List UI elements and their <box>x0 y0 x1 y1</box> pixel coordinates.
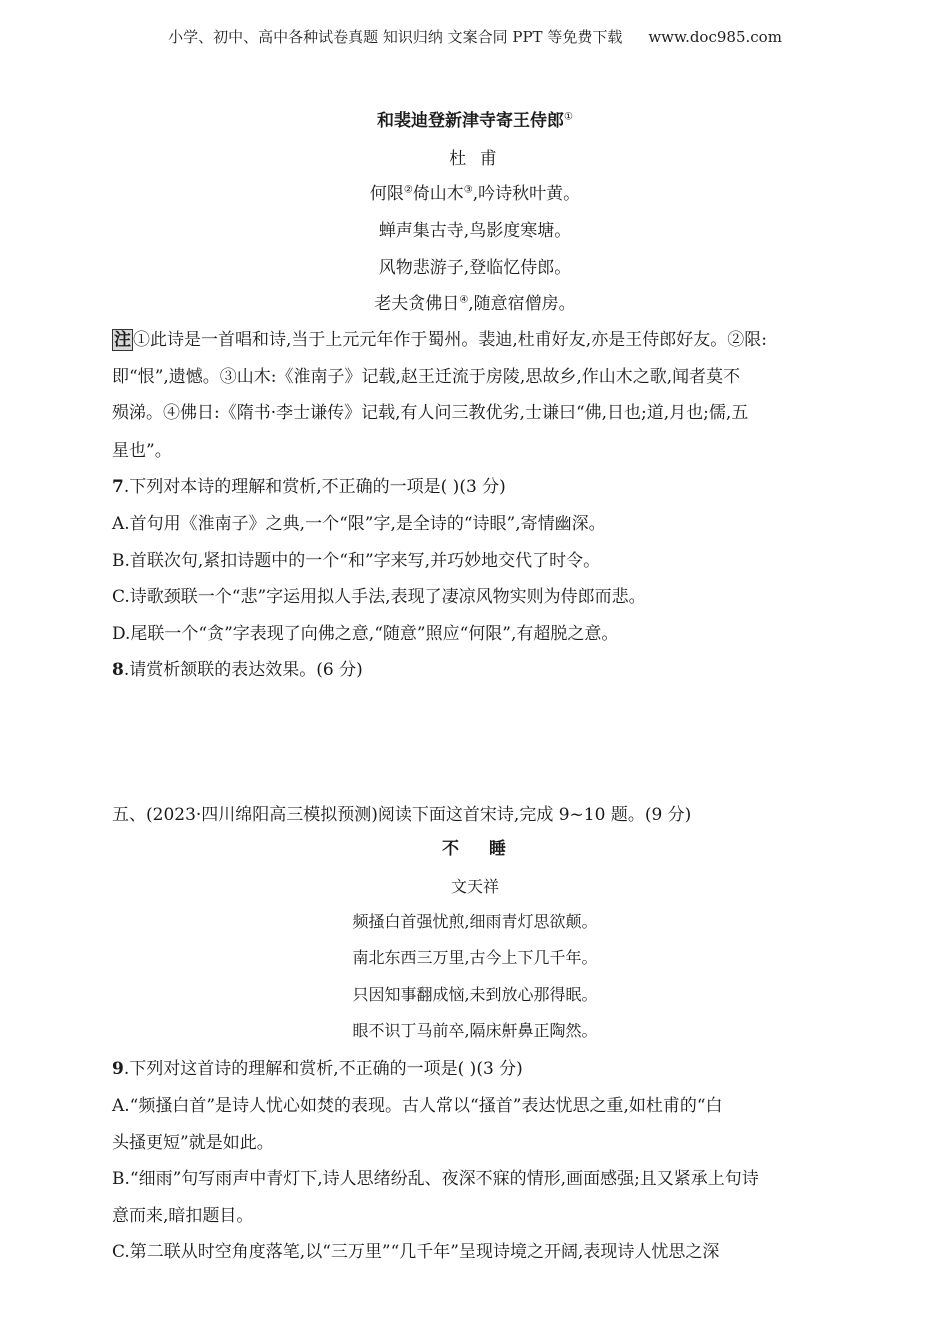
q7-stem: 7.下列对本诗的理解和赏析,不正确的一项是( )(3 分) <box>112 477 506 497</box>
q7-option-a: A.首句用《淮南子》之典,一个“限”字,是全诗的“诗眼”,寄情幽深。 <box>112 514 606 534</box>
q9-option-a-line-2: 头搔更短”就是如此。 <box>112 1133 274 1153</box>
q9-option-b-line-2: 意而来,暗扣题目。 <box>112 1206 254 1226</box>
section5-heading: 五、(2023·四川绵阳高三模拟预测)阅读下面这首宋诗,完成 9~10 题。(9 分) <box>112 805 692 825</box>
poem2-title: 不 睡 <box>442 839 508 859</box>
header-text: 小学、初中、高中各种试卷真题 知识归纳 文案合同 PPT 等免费下载 <box>168 28 623 46</box>
poem2-line-2: 南北东西三万里,古今上下几千年。 <box>352 948 598 967</box>
poem1-line-4: 老夫贪佛日④,随意宿僧房。 <box>374 294 576 314</box>
notes-line-3: 殒涕。④佛日:《隋书·李士谦传》记载,有人问三教优劣,士谦曰“佛,日也;道,月也;儒,五 <box>112 403 749 423</box>
notes-line-4: 星也”。 <box>112 441 172 461</box>
poem1-title: 和裴迪登新津寺寄王侍郎① <box>377 111 573 131</box>
page-header <box>0 26 950 47</box>
q7-option-d: D.尾联一个“贪”字表现了向佛之意,“随意”照应“何限”,有超脱之意。 <box>112 624 619 644</box>
poem1-title-note: ① <box>564 111 573 123</box>
poem1-author: 杜 甫 <box>449 149 501 169</box>
notes-label: 注 <box>114 330 131 350</box>
q8-stem: 8.请赏析颔联的表达效果。(6 分) <box>112 660 363 680</box>
poem2-author: 文天祥 <box>450 877 499 896</box>
poem2-line-3: 只因知事翻成恼,未到放心那得眠。 <box>352 985 598 1004</box>
q9-stem: 9.下列对这首诗的理解和赏析,不正确的一项是( )(3 分) <box>112 1059 523 1079</box>
poem1-line-1: 何限②倚山木③,吟诗秋叶黄。 <box>369 184 581 204</box>
poem2-line-1: 频搔白首强忧煎,细雨青灯思欲颠。 <box>352 912 598 931</box>
notes-line-2: 即“恨”,遗憾。③山木:《淮南子》记载,赵王迁流于房陵,思故乡,作山木之歌,闻者莫不 <box>112 367 741 387</box>
header-url[interactable]: www.doc985.com <box>648 28 782 46</box>
q9-option-a-line-1: A.“频搔白首”是诗人忧心如焚的表现。古人常以“搔首”表达忧思之重,如杜甫的“白 <box>112 1096 723 1116</box>
poem1-line-3: 风物悲游子,登临忆侍郎。 <box>378 258 572 278</box>
q9-option-b-line-1: B.“细雨”句写雨声中青灯下,诗人思绪纷乱、夜深不寐的情形,画面感强;且又紧承上句诗 <box>112 1169 759 1189</box>
poem1-line-2: 蝉声集古寺,鸟影度寒塘。 <box>378 221 572 241</box>
q9-option-c-line-1: C.第二联从时空角度落笔,以“三万里”“几千年”呈现诗境之开阔,表现诗人忧思之深 <box>112 1242 720 1262</box>
q7-option-b: B.首联次句,紧扣诗题中的一个“和”字来写,并巧妙地交代了时令。 <box>112 551 601 571</box>
notes-line-1: 注 ①此诗是一首唱和诗,当于上元元年作于蜀州。裴迪,杜甫好友,亦是王侍郎好友。②限: <box>114 330 767 350</box>
poem2-line-4: 眼不识丁马前卒,隔床鼾鼻正陶然。 <box>352 1021 598 1040</box>
q7-option-c: C.诗歌颈联一个“悲”字运用拟人手法,表现了凄凉风物实则为侍郎而悲。 <box>112 587 646 607</box>
